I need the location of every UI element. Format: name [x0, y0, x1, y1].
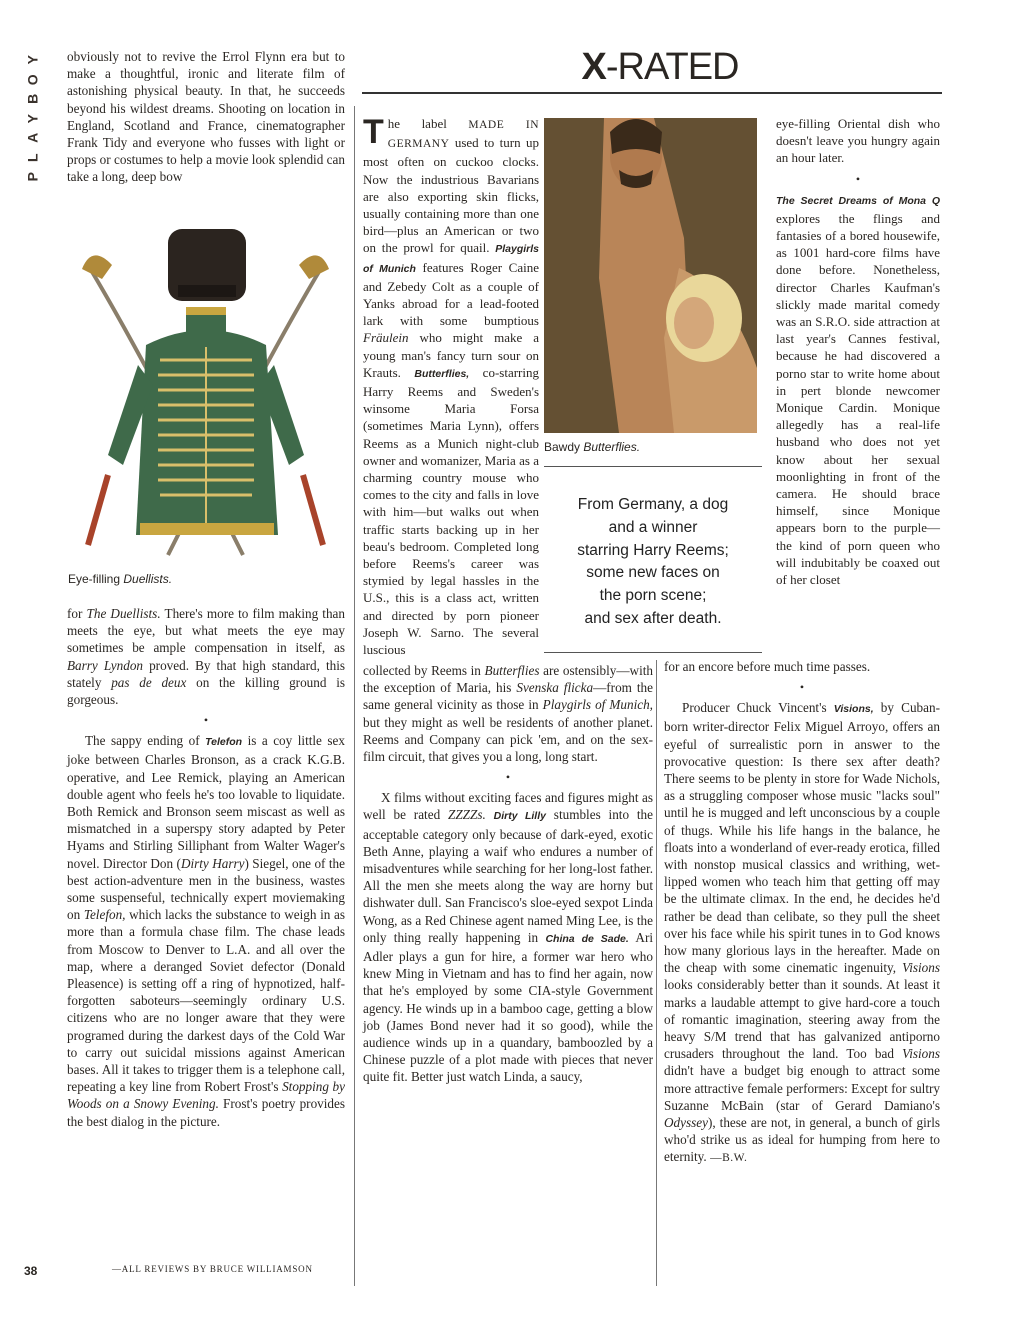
caption-title: Duellists.	[123, 572, 173, 586]
duellists-caption	[68, 572, 172, 586]
column-rule	[656, 660, 657, 1286]
masthead-vertical	[22, 50, 44, 187]
caption-prefix: Eye-filling	[68, 572, 124, 586]
dropcap: T	[363, 113, 384, 151]
photo-caption: Bawdy Butterflies.	[544, 440, 641, 454]
page-number: 38	[24, 1264, 38, 1278]
sabre-hilt-right	[299, 255, 329, 279]
masthead-letter: A	[24, 132, 41, 143]
photo-rule	[544, 466, 762, 467]
pull-quote: From Germany, a dog and a winner starring Harry Reems; some new faces on the porn scene; and sex after death.	[577, 496, 729, 627]
col1-paragraph: obviously not to revive the Errol Flynn era but to make a thoughtful, ironic and literate film of astonishing physical beauty. In that, he succeeds beyond his wildest dreams. Shooting on location in England, Scotland and France, cinematographer Frank Tidy and everyone who fusses with light or props or costumes to help a movie look splendid can take a long, deep bow	[67, 49, 345, 185]
col1-paragraph-duellists: for The Duellists. There's more to film making than meets the eye, but what meets the eye may sometimes be ample compensation in itself, as Barry Lyndon proved. By that high standard, this stately pas de deux on the killing ground is gorgeous.	[67, 606, 346, 708]
section-title	[560, 46, 760, 89]
masthead-letter: Y	[24, 113, 41, 123]
col3-lower-text: for an encore before much time passes. • Producer Chuck Vincent's Visions, by Cuban-born writer-director Felix Miguel Arroyo, offers an eyeful of surrealistic porn in answer to the provocative question: Is there sex after death? There seems to be plenty in store for Wade Nichols, as a struggling composer whose music "lacks soul" until he is mugged and left unconscious by a couple of thugs. While his life hangs in the balance, he floats into a wonderland of ever-ready erotica, filled with nonstop musical classics and writhing, wet-lipped women who teach him that getting off may be the ultimate climax. In the end, he decides he'd rather be dead than celibate, so they pull the sheet over his face while his spirit tunes in to God knows how many glorious lays in the hereafter. Made on the cheap with some cinematic ingenuity, Visions looks considerably better than it sounds. At least it marks a laudable attempt to give hard-core a touch of romantic imagination, steering away from the heavy S/M trend that has galvanized antiporno crusaders throughout the land. Too bad Visions didn't have a budget big enough to attract some more attractive female performers: Except for sultry Suzanne McBain (star of Gerard Damiano's Odyssey), these are not, in general, a bunch of girls who'd strike us as ideal for humping from here to eternity. —B.W.	[664, 659, 940, 1165]
col3-text: eye-filling Oriental dish who doesn't leave you hungry again an hour later. • The Secret Dreams of Mona Q explores the flings and fantasies of a bored housewife, as 1001 hard-core films have done before. Nonetheless, director Charles Kaufman's slickly made marital comedy was an S.R.O. side attraction at last year's Cannes festival, because he had discovered a porno star to write home about in pert blonde newcomer Monique Cardin. Monique allegedly has a real-life husband who does not yet know about her sexual moonlighting in front of the camera. He should brace himself, since Monique appears born to the purple—the kind of porn queen who will indubitably be coaxed out of her closet	[776, 116, 940, 588]
section-bullet: •	[203, 713, 209, 728]
butterflies-photo	[544, 118, 757, 433]
masthead-letter: Y	[24, 55, 41, 65]
col2-text: The label MADE IN GERMANY used to turn up most often on cuckoo clocks. Now the industrious Bavarians are also exporting skin flicks, usually containing more than one bird—plus an American or two on the prowl for quail. Playgirls of Munich features Roger Caine and Zebedy Colt as a couple of Yanks abroad for a lead-footed lark with some bumptious Fräulein who might make a young man's fancy turn sour on Krauts. Butterflies, co-starring Harry Reems and Sweden's winsome Maria Forsa (sometimes Maria Lynn), offers Reems as a Munich night-club owner and womanizer, Maria as a charming country mouse who comes to the city and falls in love with him—but walks out when traffic starts backing up in her beau's bedroom. Completed long before Reems's career was stymied by legal hassles in the U.S., this is a class act, written and directed by porn pioneer Joseph W. Sarno. The several luscious	[363, 113, 539, 658]
review-signoff: —ALL REVIEWS BY BRUCE WILLIAMSON	[112, 1264, 313, 1274]
masthead-letter: L	[24, 152, 41, 162]
scabbard-right	[303, 475, 323, 545]
duellists-illustration	[68, 225, 343, 570]
title-rule	[362, 92, 942, 94]
scabbard-left	[88, 475, 108, 545]
pullquote-rule	[544, 652, 762, 653]
column-rule	[354, 106, 355, 1286]
col2-lower-text: collected by Reems in Butterflies are ostensibly—with the exception of Maria, his Svenska flicka—from the same general vicinity as those in Playgirls of Munich, but they might as well be residents of another planet. Reems and Company can pick 'em, and on the sex-film circuit, that gives you a long, long start. • X films without exciting faces and figures might as well be rated ZZZZs. Dirty Lilly stumbles into the acceptable category only because of dark-eyed, exotic Beth Anne, playing a waif who endures a number of misadventures while searching for her long-lost father. All the men she meets along the way are horny but dishwater dull. San Francisco's sloe-eyed sexpot Linda Wong, as a Red Chinese agent named Ming Lee, is the only thing really happening in China de Sade. Ari Adler plays a gun for hire, a former war hero who knew Ming in Vietnam and has to find her again, now that he's employed by some CIA-style Government agency. He winds up in a bamboo cage, getting a blow job (James Bond never had it so good), while the audience winds up in a quandary, bamboozled by a Chinese puzzle of a plot made with pieces that never quite fit. Better just watch Linda, a saucy,	[363, 663, 653, 1085]
section-bullet: •	[505, 770, 511, 785]
sabre-hilt-left	[82, 255, 112, 279]
section-title-x: X	[581, 46, 606, 88]
col1-paragraph-telefon: The sappy ending of Telefon is a coy little sex joke between Charles Bronson, as a crack K.G.B. operative, and Lee Remick, playing an American double agent who feels he's too lovable to liquidate. Both Remick and Bronson seem miscast as well as mismatched in a superspy story adapted by Peter Hyams and Stirling Silliphant from Walter Wager's novel. Director Don (Dirty Harry) Siegel, one of the best action-adventure men in the business, wastes some suspenseful, technically expert moviemaking on Telefon, which lacks the substance to weigh in as more than a formula chase film. The chase leads from Moscow to Denver to L.A. and all over the map, where a deranged Soviet defector (Donald Pleasence) is setting off a ring of hypnotized, half-forgotten saboteurs—seemingly ordinary U.S. citizens who are no longer aware that they were programed during the darkest days of the Cold War to carry out suicidal missions against American bases. All it takes to trigger them is a telephone call, repeating a key line from Robert Frost's Stopping by Woods on a Snowy Evening. Frost's poetry provides the best dialog in the picture.	[67, 733, 346, 1129]
masthead-letter: B	[24, 93, 41, 104]
masthead-letter: O	[24, 73, 41, 85]
col1-bottom-text	[67, 605, 345, 1255]
masthead-letter: P	[24, 172, 41, 182]
section-title-rest: -RATED	[605, 46, 739, 88]
col1-top-text	[67, 48, 345, 220]
